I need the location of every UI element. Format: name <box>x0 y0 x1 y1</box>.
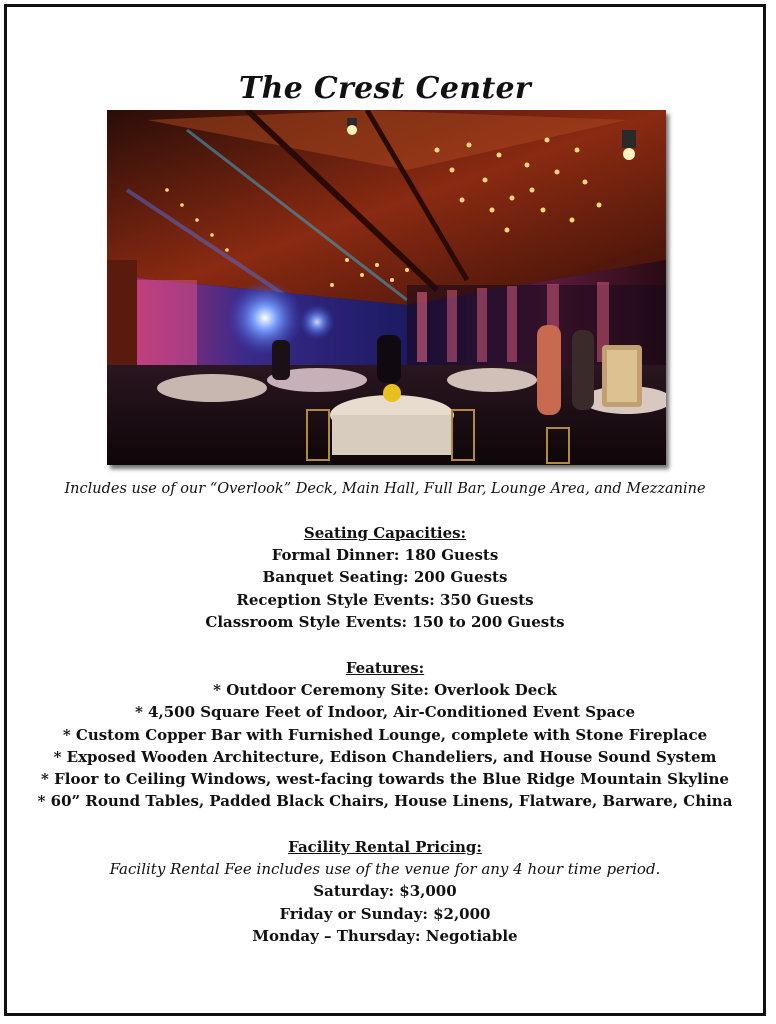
feature-line: * 4,500 Square Feet of Indoor, Air-Conditioned Event Space <box>134 703 636 722</box>
pricing-line: Monday – Thursday: Negotiable <box>252 926 518 945</box>
seating-line: Banquet Seating: 200 Guests <box>262 568 508 587</box>
seating-heading: Seating Capacities: <box>303 524 467 542</box>
feature-line: * Outdoor Ceremony Site: Overlook Deck <box>213 681 557 699</box>
seating-line: Reception Style Events: 350 Guests <box>236 590 534 609</box>
pricing-line: Saturday: $3,000 <box>313 882 457 901</box>
pricing-line: Friday or Sunday: $2,000 <box>279 904 491 923</box>
banquet-hall-icon <box>107 110 666 465</box>
venue-photo <box>107 110 666 465</box>
seating-section <box>7 522 763 633</box>
venue-caption: Includes use of our “Overlook” Deck, Main Hall, Full Bar, Lounge Area, and Mezzanine <box>64 481 706 497</box>
feature-line: * 60” Round Tables, Padded Black Chairs, House Linens, Flatware, Barware, China <box>37 792 733 811</box>
pricing-section <box>7 836 763 947</box>
feature-line: * Exposed Wooden Architecture, Edison Chandeliers, and House Sound System <box>53 747 717 766</box>
features-section <box>7 657 763 813</box>
flyer-page <box>4 4 766 1016</box>
feature-line: * Floor to Ceiling Windows, west-facing towards the Blue Ridge Mountain Skyline <box>41 770 729 789</box>
pricing-note: Facility Rental Fee includes use of the venue for any 4 hour time period. <box>109 860 661 878</box>
page-title: The Crest Center <box>239 71 531 106</box>
features-heading: Features: <box>345 659 425 677</box>
feature-line: * Custom Copper Bar with Furnished Lounge, complete with Stone Fireplace <box>62 725 708 744</box>
pricing-heading: Facility Rental Pricing: <box>288 838 482 856</box>
seating-line: Formal Dinner: 180 Guests <box>271 546 499 564</box>
seating-line: Classroom Style Events: 150 to 200 Guests <box>205 612 565 631</box>
